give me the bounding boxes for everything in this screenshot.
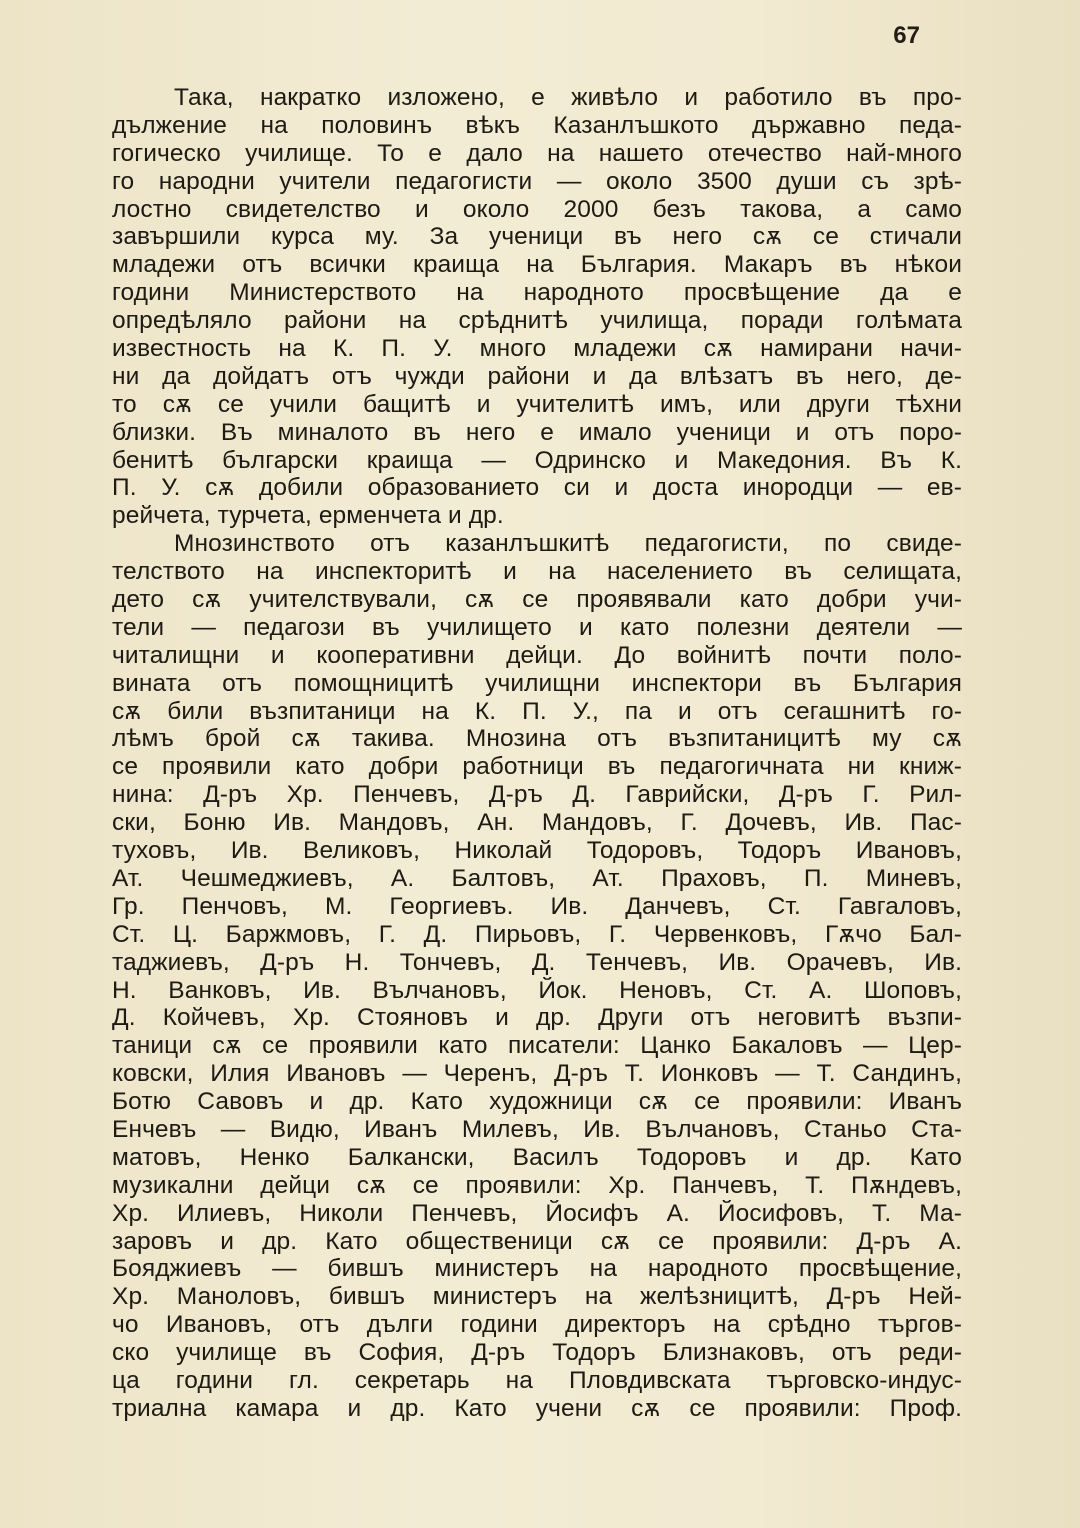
text-line: гогическо училище. То е дало на нашето отечество най-много xyxy=(112,139,962,167)
text-line: заровъ и др. Като общественици сѫ се проявили: Д-ръ А. xyxy=(112,1227,962,1255)
text-line: рейчета, турчета, ерменчета и др. xyxy=(112,502,504,530)
text-line: се проявили като добри работници въ педагогичната ни книж- xyxy=(112,753,962,781)
text-line: ско училище въ София, Д-ръ Тодоръ Близнаковъ, отъ реди- xyxy=(112,1339,962,1367)
text-line: известность на К. П. У. много младежи сѫ намирани начи- xyxy=(112,335,962,363)
text-line: тели — педагози въ училището и като полезни деятели — xyxy=(112,613,962,641)
text-line: ни да дойдатъ отъ чужди райони и да влѣзатъ въ него, де- xyxy=(112,362,962,390)
text-line: телството на инспекторитѣ и на населението въ селищата, xyxy=(112,558,962,586)
text-line: нина: Д-ръ Хр. Пенчевъ, Д-ръ Д. Гаврийски, Д-ръ Г. Рил- xyxy=(112,781,962,809)
text-line: читалищни и кооперативни дейци. До войнитѣ почти поло- xyxy=(112,641,962,669)
text-line: то сѫ се учили бащитѣ и учителитѣ имъ, или други тѣхни xyxy=(112,390,962,418)
text-fragment: народни учители педагогисти — около 3500 души съ зрѣ- xyxy=(158,167,962,195)
text-line: сѫ били възпитаници на К. П. У., па и отъ сегашнитѣ го- xyxy=(112,697,962,725)
text-line: чо Ивановъ, отъ дълги години директоръ на срѣдно търгов- xyxy=(112,1311,962,1339)
text-line: таници сѫ се проявили като писатели: Цанко Бакаловъ — Цер- xyxy=(112,1032,962,1060)
text-line: Ботю Савовъ и др. Като художници сѫ се проявили: Иванъ xyxy=(112,1088,962,1116)
text-line: Ат. Чешмеджиевъ, А. Балтовъ, Ат. Праховъ, П. Миневъ, xyxy=(112,864,962,892)
text-line: бенитѣ български краища — Одринско и Македония. Въ К. xyxy=(112,446,962,474)
text-line: лѣмъ брой сѫ такива. Мнозина отъ възпитаницитѣ му сѫ xyxy=(112,725,962,753)
text-line: дето сѫ учителствували, сѫ се проявявали като добри учи- xyxy=(112,586,962,614)
text-line: Бояджиевъ — бившъ министеръ на народното просвѣщение, xyxy=(112,1255,962,1283)
text-line: Така, накратко изложено, е живѣло и работило въ про- xyxy=(174,84,962,111)
text-line: години Министерството на народното просвѣщение да е xyxy=(112,279,962,307)
text-line: вината отъ помощницитѣ училищни инспектори въ България xyxy=(112,669,962,697)
text-line: таджиевъ, Д-ръ Н. Тончевъ, Д. Тенчевъ, Ив. Орачевъ, Ив. xyxy=(112,948,962,976)
text-line: Мнозинството отъ казанлъшкитѣ педагогисти, по свиде- xyxy=(174,530,962,558)
body-text xyxy=(112,84,962,1423)
text-line: матовъ, Ненко Балкански, Василъ Тодоровъ и др. Като xyxy=(112,1143,962,1171)
text-line: младежи отъ всички краища на България. Макаръ въ нѣкои xyxy=(112,251,962,279)
text-line xyxy=(112,168,962,196)
text-line: П. У. сѫ добили образованието си и доста инородци — ев- xyxy=(112,474,962,502)
text-line: Хр. Илиевъ, Николи Пенчевъ, Йосифъ А. Йосифовъ, Т. Ма- xyxy=(112,1199,962,1227)
text-line: Енчевъ — Видю, Иванъ Милевъ, Ив. Вълчановъ, Станьо Ста- xyxy=(112,1115,962,1143)
text-line: Н. Ванковъ, Ив. Вълчановъ, Йок. Неновъ, Ст. А. Шоповъ, xyxy=(112,976,962,1004)
text-line: Д. Койчевъ, Хр. Стояновъ и др. Други отъ неговитѣ възпи- xyxy=(112,1004,962,1032)
text-line: музикални дейци сѫ се проявили: Хр. Панчевъ, Т. Пѫндевъ, xyxy=(112,1171,962,1199)
text-line: близки. Въ миналото въ него е имало ученици и отъ поро- xyxy=(112,418,962,446)
text-line: туховъ, Ив. Великовъ, Николай Тодоровъ, Тодоръ Ивановъ, xyxy=(112,837,962,865)
text-line: дължение на половинъ вѣкъ Казанлъшкото държавно педа- xyxy=(112,111,962,139)
text-line: лостно свидетелство и около 2000 безъ такова, а само xyxy=(112,195,962,223)
text-fragment: го xyxy=(112,167,159,195)
text-line: завършили курса му. За ученици въ него сѫ се стичали xyxy=(112,223,962,251)
text-line: ски, Боню Ив. Мандовъ, Ан. Мандовъ, Г. Дочевъ, Ив. Пас- xyxy=(112,809,962,837)
text-line: ковски, Илия Ивановъ — Черенъ, Д-ръ Т. Ионковъ — Т. Сандинъ, xyxy=(112,1060,962,1088)
text-line: триална камара и др. Като учени сѫ се проявили: Проф. xyxy=(112,1394,962,1422)
page-number: 67 xyxy=(893,22,920,49)
text-line: ца години гл. секретарь на Пловдивската търговско-индус- xyxy=(112,1366,962,1394)
text-line: опредѣляло райони на срѣднитѣ училища, поради голѣмата xyxy=(112,307,962,335)
text-line: Хр. Маноловъ, бившъ министеръ на желѣзницитѣ, Д-ръ Ней- xyxy=(112,1283,962,1311)
text-line: Гр. Пенчовъ, М. Георгиевъ. Ив. Данчевъ, Ст. Гавгаловъ, xyxy=(112,892,962,920)
text-line: Ст. Ц. Баржмовъ, Г. Д. Пирьовъ, Г. Червенковъ, Гѫчо Бал- xyxy=(112,920,962,948)
